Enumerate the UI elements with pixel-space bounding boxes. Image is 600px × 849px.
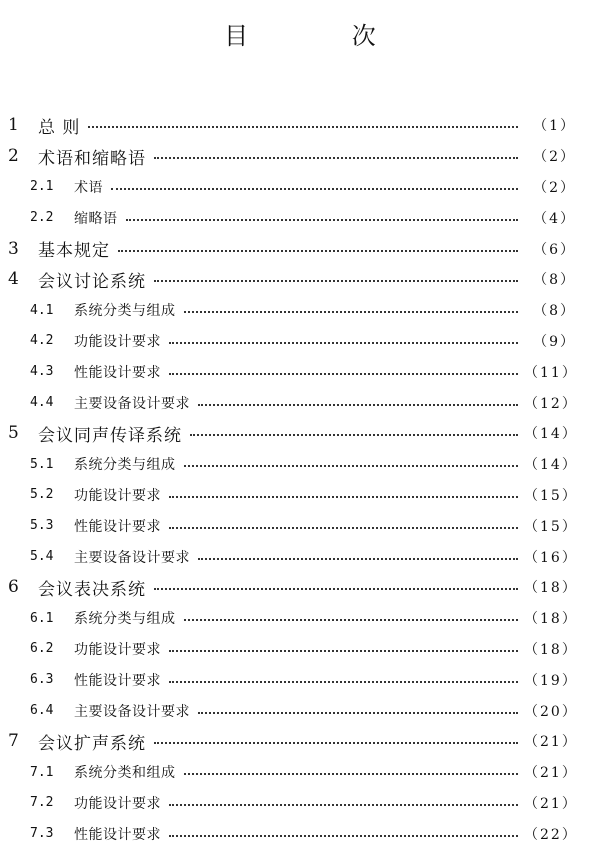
dot-leader	[118, 250, 518, 252]
toc-section-row[interactable]	[0, 788, 600, 819]
toc-entry-number: 6.1	[30, 610, 54, 626]
toc-entry-number: 2.1	[30, 179, 54, 195]
dot-leader	[169, 650, 518, 652]
toc-chapter-row[interactable]	[0, 141, 600, 172]
toc-entry-title: 功能设计要求	[74, 487, 161, 504]
toc-entry-title: 缩略语	[74, 210, 118, 227]
toc-entry-page: （2）	[533, 179, 576, 196]
toc-section-row[interactable]	[0, 387, 600, 418]
toc-entry-number: 7.1	[30, 764, 54, 780]
toc-entry-number: 4.1	[30, 302, 54, 318]
toc-chapter-row[interactable]	[0, 572, 600, 603]
toc-section-row[interactable]	[0, 695, 600, 726]
dot-leader	[154, 157, 518, 159]
dot-leader	[198, 558, 518, 560]
dot-leader	[154, 742, 518, 744]
toc-entry-page: （4）	[533, 210, 576, 227]
toc-section-row[interactable]	[0, 664, 600, 695]
toc-entry-title: 会议扩声系统	[38, 733, 146, 754]
toc-entry-title: 会议表决系统	[38, 579, 146, 600]
toc-entry-number: 7.3	[30, 826, 54, 842]
toc-section-row[interactable]	[0, 510, 600, 541]
toc-entry-number: 1	[8, 115, 19, 136]
toc-entry-title: 系统分类与组成	[74, 303, 176, 320]
dot-leader	[154, 588, 518, 590]
dot-leader	[184, 465, 519, 467]
dot-leader	[184, 773, 519, 775]
toc-entry-page: （15）	[524, 518, 578, 535]
toc-chapter-row[interactable]	[0, 726, 600, 757]
toc-entry-number: 3	[8, 238, 19, 259]
toc-entry-page: （18）	[524, 641, 578, 658]
toc-entry-page: （16）	[524, 549, 578, 566]
toc-entry-title: 术语和缩略语	[38, 148, 146, 169]
toc-entry-title: 性能设计要求	[74, 518, 161, 535]
toc-chapter-row[interactable]	[0, 264, 600, 295]
toc-entry-page: （14）	[524, 426, 578, 443]
toc-entry-page: （6）	[533, 241, 576, 258]
toc-entry-title: 基本规定	[38, 241, 110, 262]
toc-section-row[interactable]	[0, 818, 600, 849]
toc-chapter-row[interactable]	[0, 233, 600, 264]
toc-entry-page: （2）	[533, 149, 576, 166]
dot-leader	[126, 219, 519, 221]
toc-entry-number: 5.2	[30, 487, 54, 503]
dot-leader	[154, 280, 518, 282]
dot-leader	[184, 619, 519, 621]
toc-entry-title: 系统分类与组成	[74, 457, 176, 474]
toc-section-row[interactable]	[0, 172, 600, 203]
toc-section-row[interactable]	[0, 603, 600, 634]
dot-leader	[169, 373, 518, 375]
toc-entry-number: 5.1	[30, 456, 54, 472]
toc-entry-page: （15）	[524, 487, 578, 504]
dot-leader	[111, 188, 518, 190]
toc-entry-number: 4.2	[30, 333, 54, 349]
toc-entry-title: 主要设备设计要求	[74, 703, 190, 720]
toc-entry-title: 功能设计要求	[74, 333, 161, 350]
toc-entry-number: 6	[8, 577, 19, 598]
toc-entry-title: 总 则	[38, 117, 81, 138]
toc-entry-title: 系统分类和组成	[74, 765, 176, 782]
toc-section-row[interactable]	[0, 295, 600, 326]
toc-entry-title: 性能设计要求	[74, 826, 161, 843]
toc-entry-title: 性能设计要求	[74, 672, 161, 689]
dot-leader	[169, 681, 518, 683]
toc-section-row[interactable]	[0, 541, 600, 572]
toc-entry-number: 2.2	[30, 210, 54, 226]
dot-leader	[169, 496, 518, 498]
toc-entry-page: （20）	[524, 703, 578, 720]
toc-entry-title: 功能设计要求	[74, 641, 161, 658]
toc-entry-page: （21）	[524, 734, 578, 751]
toc-entry-page: （9）	[533, 333, 576, 350]
dot-leader	[190, 434, 518, 436]
toc-entry-title: 主要设备设计要求	[74, 395, 190, 412]
toc-section-row[interactable]	[0, 757, 600, 788]
toc-section-row[interactable]	[0, 634, 600, 665]
toc-entry-number: 5.4	[30, 549, 54, 565]
toc-entry-number: 4	[8, 269, 19, 290]
toc-entry-page: （12）	[524, 395, 578, 412]
toc-entry-page: （8）	[533, 272, 576, 289]
toc-entry-number: 2	[8, 146, 19, 167]
toc-chapter-row[interactable]	[0, 418, 600, 449]
toc-entry-title: 性能设计要求	[74, 364, 161, 381]
toc-section-row[interactable]	[0, 356, 600, 387]
toc-entry-page: （11）	[524, 364, 578, 381]
toc-entry-number: 6.3	[30, 672, 54, 688]
dot-leader	[169, 804, 518, 806]
dot-leader	[184, 311, 519, 313]
dot-leader	[88, 126, 518, 128]
dot-leader	[169, 835, 518, 837]
toc-entry-page: （18）	[524, 611, 578, 628]
toc-entry-number: 6.2	[30, 641, 54, 657]
toc-entry-page: （21）	[524, 765, 578, 782]
toc-entry-title: 功能设计要求	[74, 795, 161, 812]
toc-entry-page: （22）	[524, 826, 578, 843]
toc-entry-title: 会议同声传译系统	[38, 425, 182, 446]
dot-leader	[169, 527, 518, 529]
toc-entry-page: （1）	[533, 118, 576, 135]
toc-section-row[interactable]	[0, 202, 600, 233]
toc-entry-title: 会议讨论系统	[38, 271, 146, 292]
toc-entry-page: （19）	[524, 672, 578, 689]
toc-entry-title: 术语	[74, 179, 103, 196]
toc-entry-page: （21）	[524, 795, 578, 812]
toc-entry-title: 主要设备设计要求	[74, 549, 190, 566]
page-title: 目 次	[224, 22, 424, 50]
toc-entry-page: （18）	[524, 580, 578, 597]
toc-entry-number: 5.3	[30, 518, 54, 534]
toc-section-row[interactable]	[0, 449, 600, 480]
toc-entry-number: 6.4	[30, 703, 54, 719]
table-of-contents	[0, 110, 600, 849]
toc-entry-number: 7	[8, 731, 19, 752]
toc-entry-number: 4.4	[30, 395, 54, 411]
toc-entry-number: 4.3	[30, 364, 54, 380]
toc-section-row[interactable]	[0, 326, 600, 357]
toc-entry-page: （8）	[533, 303, 576, 320]
toc-section-row[interactable]	[0, 480, 600, 511]
toc-entry-page: （14）	[524, 457, 578, 474]
toc-entry-title: 系统分类与组成	[74, 611, 176, 628]
toc-chapter-row[interactable]	[0, 110, 600, 141]
dot-leader	[198, 712, 518, 714]
dot-leader	[198, 404, 518, 406]
toc-entry-number: 7.2	[30, 795, 54, 811]
toc-entry-number: 5	[8, 423, 19, 444]
dot-leader	[169, 342, 518, 344]
